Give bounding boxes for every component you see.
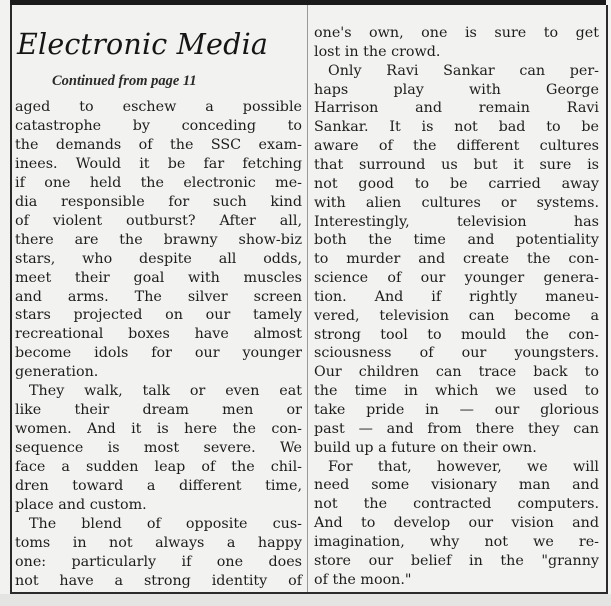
text-line: sequence is most severe. We <box>15 440 302 457</box>
text-line: aware of the different cultures <box>314 138 599 155</box>
text-line: Interestingly, television has <box>314 213 599 230</box>
text-line: like their dream men or <box>15 402 302 419</box>
text-line: one: particularly if one does <box>15 553 302 570</box>
text-line: stars, who despite all odds, <box>15 250 302 267</box>
text-line: take pride in — our glorious <box>314 402 599 418</box>
text-line: not the contracted computers. <box>314 496 599 513</box>
text-line: of the moon." <box>314 571 412 588</box>
text-line: lost in the crowd. <box>314 43 441 60</box>
text-line: vered, television can become a <box>314 307 599 324</box>
text-line: Sankar. It is not bad to be <box>314 119 599 136</box>
text-line: Harrison and remain Ravi <box>314 100 599 117</box>
text-line: Only Ravi Sankar can per- <box>328 62 599 79</box>
text-line: For that, however, we will <box>328 458 599 475</box>
text-line: meet their goal with muscles <box>15 269 302 286</box>
text-line: there are the brawny show-biz <box>15 231 302 248</box>
text-line: the time in which we used to <box>314 383 599 400</box>
text-line: the demands of the SSC exam- <box>15 136 302 153</box>
article-headline: Electronic Media <box>17 28 269 61</box>
column-divider <box>307 5 308 592</box>
text-line: place and custom. <box>15 496 147 513</box>
text-line: not have a strong identity of <box>15 572 302 589</box>
text-line: both the time and potentiality <box>314 232 599 249</box>
text-line: women. And it is here the con- <box>15 421 302 438</box>
text-line: And to develop our vision and <box>314 515 599 532</box>
text-line: haps play with George <box>314 81 599 98</box>
text-line: dren toward a different time, <box>15 478 302 494</box>
text-line: to murder and create the con- <box>314 251 599 268</box>
text-line: generation. <box>15 364 99 381</box>
text-line: They walk, talk or even eat <box>29 383 302 400</box>
text-line: science of our younger genera- <box>314 270 599 287</box>
text-line: catastrophe by conceding to <box>15 117 302 134</box>
text-line: not good to be carried away <box>314 175 599 192</box>
text-line: past — and from there they can <box>314 420 599 437</box>
text-line: sciousness of our youngsters. <box>314 345 599 362</box>
text-line: stars projected on our tamely <box>15 307 302 324</box>
text-line: store our belief in the "granny <box>314 552 599 569</box>
text-line: that surround us but it sure is <box>314 156 599 173</box>
text-line: aged to eschew a possible <box>15 99 302 115</box>
text-line: recreational boxes have almost <box>15 326 302 343</box>
text-line: with alien cultures or systems. <box>314 194 599 211</box>
page-bottom-edge <box>0 594 611 606</box>
text-line: build up a future on their own. <box>314 439 537 456</box>
text-line: of violent outburst? After all, <box>15 212 302 229</box>
text-line: tion. And if rightly maneu- <box>314 288 599 305</box>
text-line: imagination, why not we re- <box>314 533 599 550</box>
text-line: one's own, one is sure to get <box>314 25 599 41</box>
text-line: and arms. The silver screen <box>15 288 302 305</box>
text-line: dia responsible for such kind <box>15 193 302 210</box>
text-line: face a sudden leap of the chil- <box>15 459 302 476</box>
text-line: become idols for our younger <box>15 345 302 362</box>
text-line: if one held the electronic me- <box>15 174 302 191</box>
text-line: The blend of opposite cus- <box>29 515 302 532</box>
text-line: inees. Would it be far fetching <box>15 155 302 172</box>
continued-from-line: Continued from page 11 <box>52 73 197 89</box>
text-line: strong tool to mould the con- <box>314 326 599 343</box>
text-line: need some visionary man and <box>314 477 599 494</box>
text-line: toms in not always a happy <box>15 534 302 551</box>
text-line: Our children can trace back to <box>314 364 599 381</box>
